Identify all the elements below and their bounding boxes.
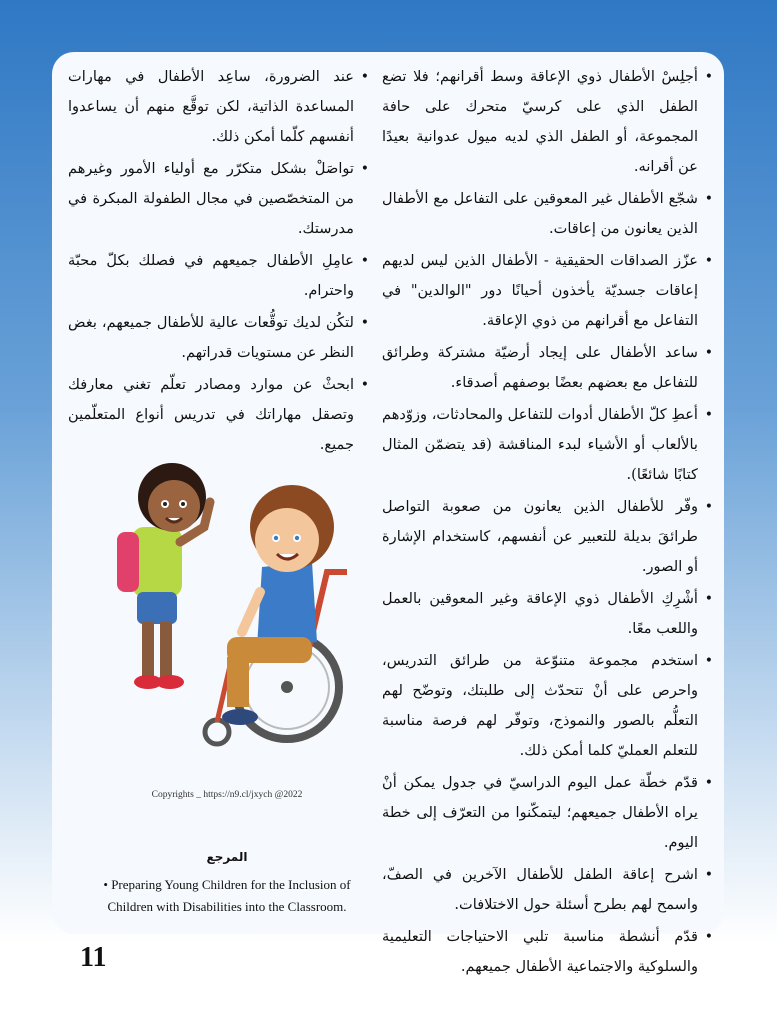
list-item: • قدّم خطّة عمل اليوم الدراسيّ في جدول يمكن أنْ يراه الأطفال جميعهم؛ ليتمكّنوا من التعرّف إلى خطة اليوم. — [382, 768, 698, 858]
children-wheelchair-illustration — [92, 432, 362, 772]
page-number: 11 — [80, 942, 107, 973]
list-item: • أشْرِكِ الأطفال ذوي الإعاقة وغير المعوقين بالعمل واللعب معًا. — [382, 584, 698, 644]
list-item: • عامِلِ الأطفال جميعهم في فصلك بكلّ محبّة واحترام. — [68, 246, 354, 306]
list-item: • ابحثْ عن موارد ومصادر تعلّم تغني معارفك وتصقل مهاراتك في تدريس أنواع المتعلّمين جميع. — [68, 370, 354, 460]
list-item: • أعطِ كلّ الأطفال أدوات للتفاعل والمحادثات، وزوّدهم بالألعاب أو الأشياء لبدء المناقشة (قد يتضمّن المثال كتابًا شائعًا). — [382, 400, 698, 490]
list-item: • اشرح إعاقة الطفل للأطفال الآخرين في الصفّ، واسمح لهم بطرح أسئلة حول الاختلافات. — [382, 860, 698, 920]
list-item: • استخدم مجموعة متنوّعة من طرائق التدريس، واحرص على أنْ تتحدّث إلى طلبتك، وتوضّح لهم التعلُّم بالصور والنموذج، وتوفّر لهم فرصة مناسبة للتعلم العمليّ كلما أمكن ذلك. — [382, 646, 698, 766]
list-item: • شجّع الأطفال غير المعوقين على التفاعل مع الأطفال الذين يعانون من إعاقات. — [382, 184, 698, 244]
tips-list-right — [382, 62, 714, 982]
reference-title: المرجع — [206, 850, 248, 864]
reference-entry: • Preparing Young Children for the Inclusion of Children with Disabilities into the Classroom. — [103, 877, 351, 914]
left-column — [68, 62, 370, 462]
copyright-text: Copyrights _ https://n9.cl/jxych @2022 — [151, 790, 303, 800]
list-item: • وفّر للأطفال الذين يعانون من صعوبة التواصل طرائقَ بديلة للتعبير عن أنفسهم، كاستخدام الإشارة أو الصور. — [382, 492, 698, 582]
tips-list-left — [68, 62, 370, 460]
list-item: • أجلِسْ الأطفال ذوي الإعاقة وسط أقرانهم؛ فلا تضع الطفل الذي على كرسيّ متحرك على حافة المجموعة، أو الطفل الذي لديه ميول عدوانية بعيدًا عن أقرانه. — [382, 62, 698, 182]
list-item: • تواصَلْ بشكل متكرّر مع أولياء الأمور وغيرهم من المتخصّصين في مجال الطفولة المبكرة في مدرستك. — [68, 154, 354, 244]
list-item: • عزّز الصداقات الحقيقية - الأطفال الذين ليس لديهم إعاقات جسديّة يأخذون أحيانًا دور "الوالدين" في التفاعل مع أقرانهم من ذوي الإعاقة. — [382, 246, 698, 336]
right-column — [382, 62, 714, 984]
list-item: • عند الضرورة، ساعِد الأطفال في مهارات المساعدة الذاتية، لكن توقَّع منهم أن يساعدوا أنفسهم كلّما أمكن ذلك. — [68, 62, 354, 152]
list-item: • قدّم أنشطة مناسبة تلبي الاحتياجات التعليمية والسلوكية والاجتماعية الأطفال جميعهم. — [382, 922, 698, 982]
list-item: • لتكُن لديك توقُّعات عالية للأطفال جميعهم، بغض النظر عن مستويات قدراتهم. — [68, 308, 354, 368]
standing-child — [117, 463, 210, 689]
list-item: • ساعد الأطفال على إيجاد أرضيّة مشتركة وطرائق للتفاعل مع بعضهم بعضًا بوصفهم أصدقاء. — [382, 338, 698, 398]
